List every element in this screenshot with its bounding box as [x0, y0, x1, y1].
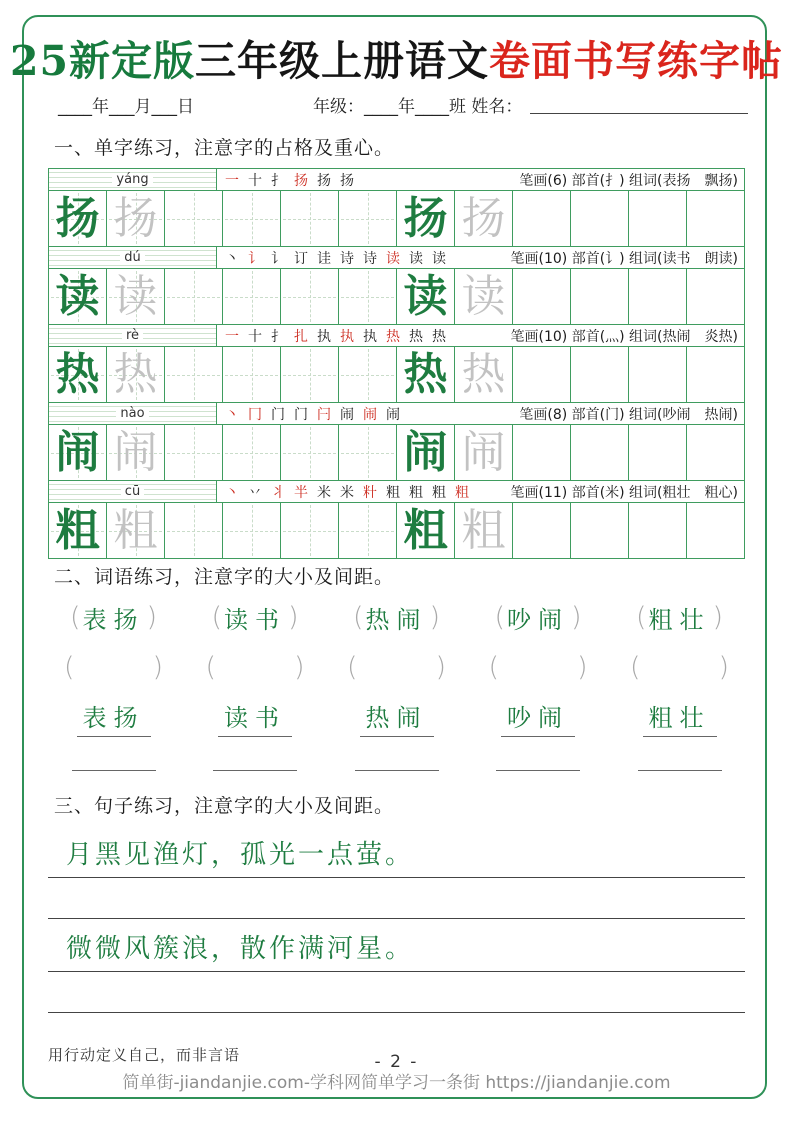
- open-paren: (: [69, 602, 81, 633]
- trace-char-cell: [107, 503, 165, 558]
- page-title: [0, 28, 793, 87]
- empty-practice-cell: [223, 269, 281, 324]
- char-meta-info: 笔画(6) 部首(扌) 组词(表扬 飘扬): [519, 172, 738, 189]
- stroke-order-sequence: [217, 482, 469, 502]
- empty-practice-cell: [281, 269, 339, 324]
- underlined-word: 热闹: [360, 698, 434, 737]
- word-group-underlined: [331, 698, 462, 737]
- word-group-underlined: [473, 698, 604, 737]
- close-paren: ): [571, 602, 582, 633]
- word-group-empty: [331, 652, 462, 683]
- char-meta-info: 笔画(8) 部首(门) 组词(吵闹 热闹): [519, 406, 738, 423]
- trace-character: 热: [113, 349, 158, 400]
- sentence-2: 微微风簇浪，散作满河星。: [48, 928, 745, 972]
- stroke-glyph: 十: [248, 172, 262, 189]
- char-info-row: [49, 247, 744, 269]
- model-character: 粗: [55, 505, 100, 556]
- section3-heading: 三、句子练习，注意字的大小及间距。: [54, 795, 395, 817]
- word-blank-line-group: [331, 770, 462, 771]
- empty-practice-cell: [571, 425, 629, 480]
- char-practice-block: [49, 481, 744, 558]
- close-paren: ): [435, 652, 447, 683]
- underlined-word: 粗壮: [643, 698, 717, 737]
- empty-practice-cell: [281, 425, 339, 480]
- word-row-blank-lines: [48, 770, 745, 771]
- trace-char-cell: [107, 347, 165, 402]
- stroke-glyph: 读: [409, 250, 423, 267]
- empty-practice-cell: [513, 503, 571, 558]
- empty-practice-cell: [571, 269, 629, 324]
- model-character: 扬: [403, 193, 448, 244]
- class-name-label: 年级：____年____班 姓名：: [313, 97, 523, 117]
- empty-practice-cell: [513, 191, 571, 246]
- blank-underline: [355, 770, 439, 771]
- empty-practice-cell: [571, 191, 629, 246]
- stroke-glyph: 米: [340, 484, 354, 501]
- empty-practice-cell: [513, 269, 571, 324]
- pinyin-box: [49, 325, 217, 346]
- empty-practice-cell: [687, 191, 744, 246]
- empty-practice-cell: [223, 347, 281, 402]
- close-paren: ): [429, 602, 441, 633]
- empty-practice-cell: [165, 425, 223, 480]
- model-character: 闹: [403, 427, 448, 478]
- model-character: 读: [55, 271, 100, 322]
- empty-practice-cell: [629, 347, 687, 402]
- page-number: - 2 -: [374, 1052, 419, 1072]
- stroke-glyph: 冂: [248, 406, 262, 423]
- stroke-glyph: 丶: [225, 484, 239, 501]
- stroke-glyph: 十: [248, 328, 262, 345]
- close-paren: ): [718, 652, 730, 683]
- empty-practice-cell: [629, 269, 687, 324]
- trace-character: 闹: [113, 427, 158, 478]
- word-text: 热闹: [365, 606, 428, 634]
- blank-underline: [496, 770, 580, 771]
- word-group-filled: [614, 600, 745, 635]
- stroke-glyph: 闹: [363, 406, 377, 423]
- trace-character: 读: [461, 271, 506, 322]
- stroke-glyph: 一: [225, 328, 239, 345]
- empty-practice-cell: [629, 191, 687, 246]
- empty-practice-cell: [687, 269, 744, 324]
- trace-character: 扬: [461, 193, 506, 244]
- open-paren: (: [494, 602, 505, 633]
- char-meta-info: 笔画(10) 部首(灬) 组词(热闹 炎热): [510, 328, 738, 345]
- empty-practice-cell: [281, 347, 339, 402]
- word-row-empty-parens: [48, 652, 745, 683]
- stroke-glyph: 执: [363, 328, 377, 345]
- blank-underline: [213, 770, 297, 771]
- blank-writing-line: [48, 1012, 745, 1013]
- model-char-cell: [397, 425, 455, 480]
- stroke-glyph: 热: [409, 328, 423, 345]
- empty-practice-cell: [629, 503, 687, 558]
- trace-character: 闹: [461, 427, 506, 478]
- word-group-filled: [331, 600, 462, 635]
- model-character: 热: [55, 349, 100, 400]
- practice-cells-row: [49, 269, 744, 324]
- empty-practice-cell: [687, 425, 744, 480]
- word-group-underlined: [190, 698, 321, 737]
- close-paren: ): [152, 652, 164, 683]
- stroke-glyph: 扎: [294, 328, 308, 345]
- empty-practice-cell: [223, 191, 281, 246]
- pinyin-box: [49, 403, 217, 424]
- char-practice-block: [49, 247, 744, 325]
- stroke-glyph: 扬: [317, 172, 331, 189]
- empty-practice-cell: [281, 191, 339, 246]
- word-row-underlined: [48, 698, 745, 737]
- close-paren: ): [577, 652, 588, 683]
- trace-char-cell: [455, 347, 513, 402]
- empty-practice-cell: [571, 503, 629, 558]
- stroke-order-sequence: [217, 170, 354, 190]
- open-paren: (: [629, 652, 641, 683]
- empty-practice-cell: [513, 425, 571, 480]
- empty-practice-cell: [223, 503, 281, 558]
- stroke-glyph: 执: [340, 328, 354, 345]
- name-blank-line: [530, 92, 748, 114]
- trace-char-cell: [107, 269, 165, 324]
- empty-practice-cell: [165, 347, 223, 402]
- model-char-cell: [397, 191, 455, 246]
- stroke-glyph: 扌: [271, 172, 285, 189]
- model-character: 读: [403, 271, 448, 322]
- open-paren: (: [211, 602, 222, 633]
- word-text: 粗壮: [648, 606, 711, 634]
- open-paren: (: [63, 652, 75, 683]
- model-char-cell: [49, 425, 107, 480]
- model-character: 闹: [55, 427, 100, 478]
- empty-practice-cell: [339, 269, 397, 324]
- trace-char-cell: [455, 269, 513, 324]
- word-group-underlined: [614, 698, 745, 737]
- empty-practice-cell: [571, 347, 629, 402]
- word-row-filled-parens: [48, 600, 745, 635]
- char-practice-block: [49, 325, 744, 403]
- underlined-word: 读书: [218, 698, 292, 737]
- close-paren: ): [146, 602, 158, 633]
- pinyin-label: yáng: [112, 173, 152, 187]
- stroke-glyph: 讠: [271, 250, 285, 267]
- empty-practice-cell: [165, 269, 223, 324]
- stroke-glyph: 扬: [294, 172, 308, 189]
- section2-heading: 二、词语练习，注意字的大小及间距。: [54, 566, 395, 588]
- trace-char-cell: [455, 425, 513, 480]
- char-practice-block: [49, 403, 744, 481]
- char-info-row: [49, 481, 744, 503]
- stroke-glyph: 米: [317, 484, 331, 501]
- model-char-cell: [397, 347, 455, 402]
- sentence-1: 月黑见渔灯，孤光一点萤。: [48, 834, 745, 878]
- pinyin-label: dú: [120, 251, 145, 265]
- trace-character: 粗: [461, 505, 506, 556]
- stroke-glyph: 热: [386, 328, 400, 345]
- empty-practice-cell: [339, 347, 397, 402]
- empty-practice-cell: [513, 347, 571, 402]
- empty-practice-cell: [687, 503, 744, 558]
- word-group-filled: [190, 600, 321, 635]
- trace-char-cell: [455, 503, 513, 558]
- open-paren: (: [346, 652, 358, 683]
- pinyin-label: rè: [122, 329, 143, 343]
- stroke-order-sequence: [217, 326, 446, 346]
- stroke-glyph: 门: [294, 406, 308, 423]
- char-info-row: [49, 325, 744, 347]
- stroke-glyph: 扬: [340, 172, 354, 189]
- stroke-glyph: 闹: [340, 406, 354, 423]
- trace-character: 粗: [113, 505, 158, 556]
- pinyin-box: [49, 247, 217, 268]
- model-char-cell: [397, 503, 455, 558]
- word-group-filled: [48, 600, 179, 635]
- char-meta-info: 笔画(10) 部首(讠) 组词(读书 朗读): [510, 250, 738, 267]
- word-text: 读书: [224, 606, 286, 634]
- title-grade: 三年级上册语文: [195, 37, 490, 85]
- stroke-glyph: 诖: [317, 250, 331, 267]
- model-char-cell: [49, 503, 107, 558]
- model-character: 扬: [55, 193, 100, 244]
- underlined-word: 表扬: [77, 698, 151, 737]
- stroke-glyph: 粗: [386, 484, 400, 501]
- char-meta-info: 笔画(11) 部首(米) 组词(粗壮 粗心): [510, 484, 738, 501]
- stroke-glyph: 读: [432, 250, 446, 267]
- empty-practice-cell: [165, 503, 223, 558]
- stroke-glyph: 扌: [271, 328, 285, 345]
- stroke-glyph: 讠: [248, 250, 262, 267]
- pinyin-label: cū: [121, 485, 144, 499]
- open-paren: (: [635, 602, 647, 633]
- footer-motto: 用行动定义自己，而非言语: [48, 1046, 241, 1064]
- open-paren: (: [488, 652, 499, 683]
- stroke-glyph: 闹: [386, 406, 400, 423]
- empty-practice-cell: [687, 347, 744, 402]
- stroke-glyph: 一: [225, 172, 239, 189]
- word-text: 表扬: [82, 606, 145, 634]
- char-info-row: [49, 169, 744, 191]
- date-blanks: ____年___月___日: [58, 97, 194, 117]
- stroke-glyph: 粗: [455, 484, 469, 501]
- stroke-glyph: 半: [294, 484, 308, 501]
- word-blank-line-group: [190, 770, 321, 771]
- char-practice-block: [49, 169, 744, 247]
- stroke-glyph: 丷: [248, 484, 262, 501]
- word-blank-line-group: [473, 770, 604, 771]
- blank-underline: [72, 770, 156, 771]
- word-group-empty: [190, 652, 321, 683]
- single-char-practice-table: [48, 168, 745, 559]
- word-group-underlined: [48, 698, 179, 737]
- stroke-glyph: 热: [432, 328, 446, 345]
- title-subject: 卷面书写练字帖: [489, 37, 784, 85]
- empty-practice-cell: [281, 503, 339, 558]
- close-paren: ): [712, 602, 724, 633]
- trace-char-cell: [107, 191, 165, 246]
- stroke-order-sequence: [217, 248, 446, 268]
- practice-cells-row: [49, 191, 744, 246]
- word-group-empty: [48, 652, 179, 683]
- trace-char-cell: [107, 425, 165, 480]
- model-char-cell: [49, 269, 107, 324]
- trace-character: 扬: [113, 193, 158, 244]
- word-group-empty: [473, 652, 604, 683]
- empty-practice-cell: [165, 191, 223, 246]
- title-edition: 25新定版: [9, 37, 196, 85]
- word-text: 吵闹: [507, 606, 569, 634]
- stroke-glyph: 诗: [363, 250, 377, 267]
- stroke-glyph: 籵: [363, 484, 377, 501]
- empty-practice-cell: [339, 191, 397, 246]
- practice-cells-row: [49, 503, 744, 558]
- section1-heading: 一、单字练习，注意字的占格及重心。: [54, 137, 395, 159]
- pinyin-box: [49, 169, 217, 190]
- stroke-glyph: 门: [271, 406, 285, 423]
- pinyin-label: nào: [116, 407, 148, 421]
- practice-cells-row: [49, 347, 744, 402]
- trace-char-cell: [455, 191, 513, 246]
- pinyin-box: [49, 481, 217, 502]
- stroke-glyph: 读: [386, 250, 400, 267]
- practice-cells-row: [49, 425, 744, 480]
- empty-practice-cell: [339, 503, 397, 558]
- underlined-word: 吵闹: [501, 698, 575, 737]
- close-paren: ): [294, 652, 305, 683]
- info-line: [58, 92, 748, 117]
- stroke-order-sequence: [217, 404, 400, 424]
- blank-underline: [638, 770, 722, 771]
- empty-practice-cell: [339, 425, 397, 480]
- model-character: 粗: [403, 505, 448, 556]
- stroke-glyph: 粗: [432, 484, 446, 501]
- stroke-glyph: 丶: [225, 406, 239, 423]
- word-group-empty: [614, 652, 745, 683]
- blank-writing-line: [48, 918, 745, 919]
- model-character: 热: [403, 349, 448, 400]
- stroke-glyph: 订: [294, 250, 308, 267]
- stroke-glyph: 粗: [409, 484, 423, 501]
- stroke-glyph: 诗: [340, 250, 354, 267]
- stroke-glyph: 丬: [271, 484, 285, 501]
- stroke-glyph: 丶: [225, 250, 239, 267]
- stroke-glyph: 闩: [317, 406, 331, 423]
- trace-character: 热: [461, 349, 506, 400]
- model-char-cell: [49, 191, 107, 246]
- empty-practice-cell: [223, 425, 281, 480]
- footer-site-link[interactable]: 简单街-jiandanjie.com-学科网简单学习一条街 https://jiandanjie.com: [122, 1073, 671, 1093]
- word-group-filled: [473, 600, 604, 635]
- word-blank-line-group: [48, 770, 179, 771]
- char-info-row: [49, 403, 744, 425]
- empty-practice-cell: [629, 425, 687, 480]
- model-char-cell: [49, 347, 107, 402]
- trace-character: 读: [113, 271, 158, 322]
- close-paren: ): [288, 602, 299, 633]
- open-paren: (: [352, 602, 364, 633]
- open-paren: (: [205, 652, 216, 683]
- model-char-cell: [397, 269, 455, 324]
- stroke-glyph: 执: [317, 328, 331, 345]
- word-blank-line-group: [614, 770, 745, 771]
